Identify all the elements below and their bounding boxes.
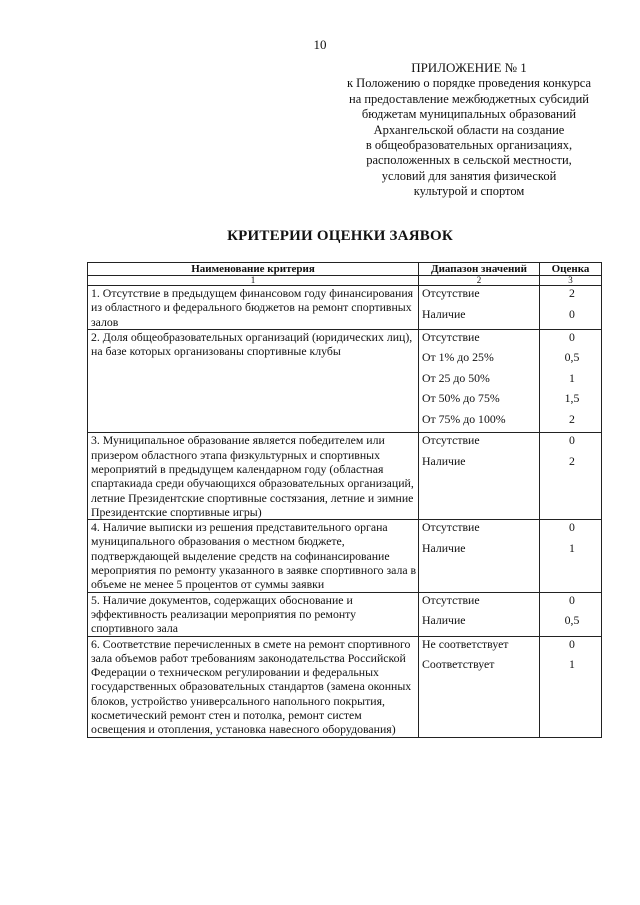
appendix-line: культурой и спортом: [413, 184, 525, 199]
column-number: 2: [419, 276, 540, 286]
score-cell: [540, 520, 602, 592]
range-cell: [419, 592, 540, 636]
range-cell: [419, 636, 540, 737]
score-cell: [540, 433, 602, 520]
column-number-row: [88, 276, 602, 286]
score-value: 1,5: [564, 391, 580, 406]
range-value: Отсутствие: [422, 520, 480, 535]
criterion-cell: 6. Соответствие перечисленных в смете на ремонт спортивного зала объемов работ требованиям законодательства Российской Федерации о техническом регулировании и федеральных государственных образовательных стандартов (замена оконных блоков, устройство универсального напольного покрытия, косметический ремонт стен и потолка, ремонт систем освещения и отопления, установка навесного оборудования): [88, 636, 419, 737]
range-value: От 1% до 25%: [422, 350, 494, 365]
score-cell: [540, 592, 602, 636]
score-value: 0: [569, 306, 575, 321]
appendix-line: Архангельской области на создание: [373, 122, 565, 137]
score-cell: [540, 636, 602, 737]
criterion-cell: 3. Муниципальное образование является победителем или призером областного этапа физкультурных и спортивных мероприятий в предыдущем календарном году (областная спартакиада среди обучающихся образовательных организаций, летние Президентские спортивные состязания, летние и зимние Президентские спортивные игры): [88, 433, 419, 520]
range-value: Наличие: [422, 540, 466, 555]
score-value: 0: [569, 433, 575, 448]
table-row: [88, 286, 602, 330]
score-value: 0: [569, 592, 575, 607]
table-row: [88, 636, 602, 737]
page-number: 10: [313, 37, 327, 52]
document-title: КРИТЕРИИ ОЦЕНКИ ЗАЯВОК: [227, 228, 453, 244]
column-number: 3: [540, 276, 602, 286]
appendix-title: ПРИЛОЖЕНИЕ № 1: [411, 60, 527, 75]
score-value: 0: [569, 636, 575, 651]
score-value: 1: [569, 657, 575, 672]
range-cell: [419, 433, 540, 520]
range-value: От 75% до 100%: [422, 411, 506, 426]
appendix-line: в общеобразовательных организациях,: [365, 138, 573, 153]
appendix-line: бюджетам муниципальных образований: [361, 107, 577, 122]
range-value: Соответствует: [422, 657, 495, 672]
score-value: 0,5: [564, 350, 580, 365]
range-value: Наличие: [422, 453, 466, 468]
table-row: [88, 433, 602, 520]
header-criterion: Наименование критерия: [88, 263, 419, 276]
range-value: Не соответствует: [422, 636, 509, 651]
column-number: 1: [88, 276, 419, 286]
range-value: От 50% до 75%: [422, 391, 500, 406]
appendix-line: условий для занятия физической: [381, 168, 557, 183]
score-value: 1: [569, 540, 575, 555]
range-value: Отсутствие: [422, 329, 480, 344]
range-value: От 25 до 50%: [422, 370, 490, 385]
table-row: [88, 592, 602, 636]
score-value: 2: [569, 286, 575, 300]
range-value: Отсутствие: [422, 286, 480, 300]
range-value: Наличие: [422, 613, 466, 628]
range-cell: [419, 329, 540, 433]
criterion-cell: 2. Доля общеобразовательных организаций (юридических лиц), на базе которых организованы спортивные клубы: [88, 329, 419, 433]
criterion-cell: 5. Наличие документов, содержащих обоснование и эффективность реализации мероприятия по ремонту спортивного зала: [88, 592, 419, 636]
score-value: 2: [569, 453, 575, 468]
appendix-line: к Положению о порядке проведения конкурса: [346, 76, 592, 91]
range-value: Отсутствие: [422, 433, 480, 448]
score-value: 0: [569, 329, 575, 344]
range-value: Наличие: [422, 306, 466, 321]
score-cell: [540, 286, 602, 330]
table-header-row: [88, 263, 602, 276]
appendix-block: [337, 60, 601, 200]
score-value: 1: [569, 370, 575, 385]
score-value: 2: [569, 411, 575, 426]
score-value: 0,5: [564, 613, 580, 628]
table-row: [88, 329, 602, 433]
table-row: [88, 520, 602, 592]
header-range: Диапазон значений: [419, 263, 540, 276]
range-cell: [419, 520, 540, 592]
criterion-cell: 4. Наличие выписки из решения представительного органа муниципального образования о местном бюджете, подтверждающей выделение средств на софинансирование мероприятия по ремонту указанного в заявке спортивного зала в объеме не менее 5 процентов от суммы заявки: [88, 520, 419, 592]
criterion-cell: 1. Отсутствие в предыдущем финансовом году финансирования из областного и федерального бюджетов на ремонт спортивных залов: [88, 286, 419, 330]
range-cell: [419, 286, 540, 330]
header-score: Оценка: [540, 263, 602, 276]
appendix-line: на предоставление межбюджетных субсидий: [349, 91, 589, 106]
criteria-table: [87, 262, 602, 738]
appendix-line: расположенных в сельской местности,: [366, 153, 572, 168]
score-cell: [540, 329, 602, 433]
range-value: Отсутствие: [422, 592, 480, 607]
score-value: 0: [569, 520, 575, 535]
